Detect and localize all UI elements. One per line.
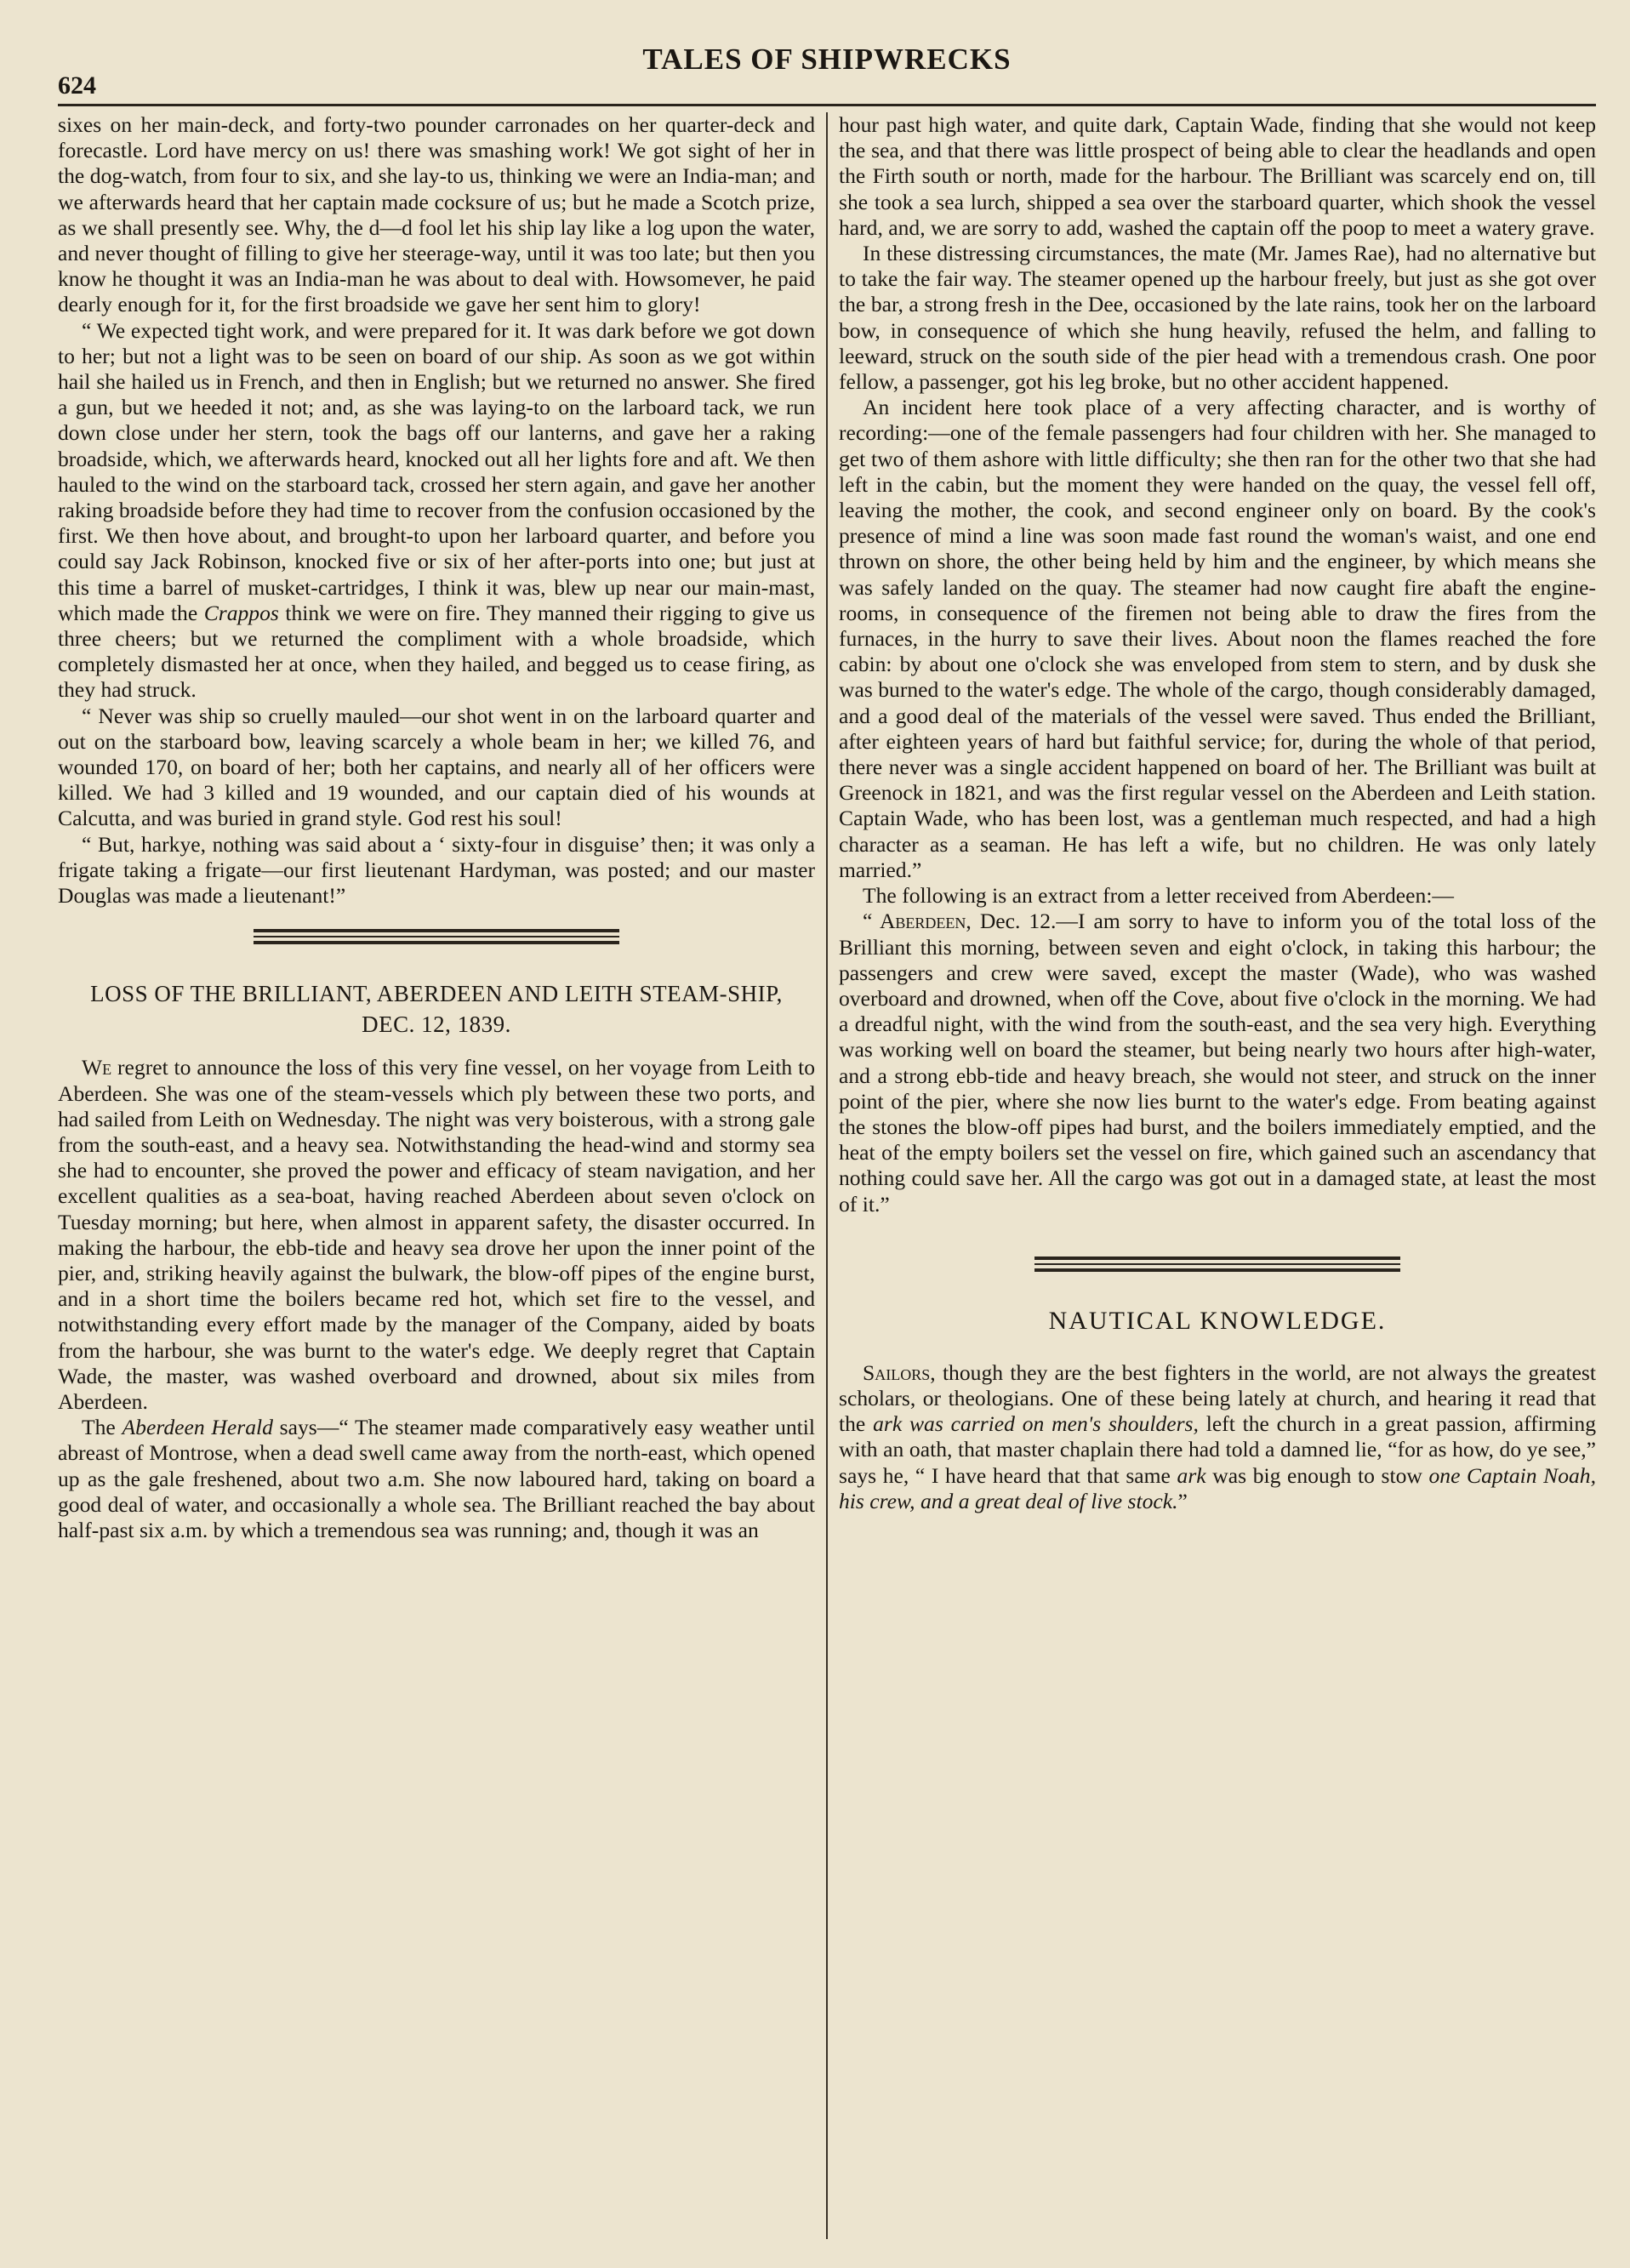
section-divider (254, 929, 619, 944)
paragraph: In these distressing circumstances, the mate (Mr. James Rae), had no alternative but to take the fair way. The steamer opened up the harbour freely, but just as she got over the bar, a strong fresh in the Dee, occasioned by the late rains, took her on the larboard bow, in consequence of which she hung heavily, refused the helm, and falling to leeward, struck on the south side of the pier head with a tremendous crash. One poor fellow, a passenger, got his leg broke, but no other accident happened. (839, 241, 1596, 395)
right-column (839, 112, 1596, 2239)
left-column (58, 112, 815, 2239)
paragraph: sixes on her main-deck, and forty-two pounder carronades on her quarter-deck and forecastle. Lord have mercy on us! there was smashing work! We got sight of her in the dog-watch, from four to six, and she lay-to us, thinking we were an India-man; and we afterwards heard that her captain made cocksure of us; but he made a Scotch prize, as we shall presently see. Why, the d—d fool let his ship lay like a log upon the water, and never thought of filling to give her steerage-way, until it was too late; but then you know he thought it was an India-man he was about to deal with. Howsomever, he paid dearly enough for it, for the first broadside we gave her sent him to glory! (58, 112, 815, 317)
paragraph: “ We expected tight work, and were prepared for it. It was dark before we got down to her; but not a light was to be seen on board of our ship. As soon as we got within hail she hailed us in French, and then in English; but we returned no answer. She fired a gun, but we heeded it not; and, as she was laying-to on the larboard tack, we run down close under her stern, took the bags off our lanterns, and gave her a raking broadside, which, we afterwards heard, knocked out all her lights fore and aft. We then hauled to the wind on the starboard tack, crossed her stern again, and gave her another raking broadside before they had time to recover from the confusion occasioned by the first. We then hove about, and brought-to upon her larboard quarter, and before you could say Jack Robinson, knocked five or six of her after-ports into one; but just at this time a barrel of musket-cartridges, I think it was, blew up near our main-mast, which made the Crappos think we were on fire. They manned their rigging to give us three cheers; but we returned the compliment with a whole broadside, which completely dismasted her at once, when they hailed, and begged us to cease firing, as they had struck. (58, 317, 815, 703)
lead-word: Sailors, (863, 1359, 936, 1385)
lead-word: “ Aberdeen, (863, 909, 972, 934)
italic-text: ark (1177, 1462, 1206, 1488)
columns (58, 112, 1596, 2239)
section-divider (1034, 1257, 1400, 1272)
lead-word: We (82, 1055, 112, 1080)
running-title: TALES OF SHIPWRECKS (642, 43, 1012, 76)
paragraph: hour past high water, and quite dark, Captain Wade, finding that she would not keep the sea, and that there was little prospect of being able to clear the headlands and open the Firth south or north, made for the harbour. The Brilliant was scarcely end on, till she took a sea lurch, shipped a sea over the starboard quarter, which shook the vessel hard, and, we are sorry to add, washed the captain off the poop to meet a watery grave. (839, 112, 1596, 240)
section-title-brilliant: LOSS OF THE BRILLIANT, ABERDEEN AND LEITH STEAM-SHIP, DEC. 12, 1839. (90, 981, 783, 1038)
paragraph: Sailors, though they are the best fighters in the world, are not always the greatest scholars, or theologians. One of these being lately at church, and hearing it read that the ark was carried on men's shoulders, left the church in a great passion, affirming with an oath, that master chaplain there had told a damned lie, “for as how, do ye see,” says he, “ I have heard that that same ark was big enough to stow one Captain Noah, his crew, and a great deal of live stock.” (839, 1359, 1596, 1513)
paragraph: An incident here took place of a very affecting character, and is worthy of recording:—one of the female passengers had four children with her. She managed to get two of them ashore with little difficulty; she then ran for the other two that she had left in the cabin, but the moment they were handed on the quay, the vessel fell off, leaving the mother, the cook, and second engineer only on board. By the cook's presence of mind a line was soon made fast round the woman's waist, and one end thrown on shore, the other being held by him and the engineer, by which means she was safely landed on the quay. The steamer had now caught fire abaft the engine-rooms, in consequence of the firemen not being able to draw the fires from the furnaces, in the hurry to save their lives. About noon the flames reached the fore cabin: by about one o'clock she was enveloped from stem to stern, and by dusk she was burned to the water's edge. The whole of the cargo, though considerably damaged, and a good deal of the materials of the vessel were saved. Thus ended the Brilliant, after eighteen years of hard but faithful service; for, during the whole of that period, there never was a single accident happened on board of her. The Brilliant was built at Greenock in 1821, and was the first regular vessel on the Aberdeen and Leith station. Captain Wade, who has been lost, was a gentleman much respected, and had a high character as a seaman. He has left a wife, but no children. He was only lately married.” (839, 395, 1596, 882)
section-title-nautical: NAUTICAL KNOWLEDGE. (1048, 1306, 1387, 1335)
paragraph: The Aberdeen Herald says—“ The steamer made comparatively easy weather until abreast of Montrose, when a dead swell came away from the north-east, which opened up as the gale freshened, about two a.m. She now laboured hard, taking on board a good deal of water, and occasionally a whole sea. The Brilliant reached the bay about half-past six a.m. by which a tremendous sea was running; and, though it was an (58, 1415, 815, 1542)
paragraph: The following is an extract from a letter received from Aberdeen:— (863, 883, 1455, 909)
paragraph: We regret to announce the loss of this very fine vessel, on her voyage from Leith to Aberdeen. She was one of the steam-vessels which ply between these two ports, and had sailed from Leith on Wednesday. The night was very boisterous, with a strong gale from the south-east, and a heavy sea. Notwithstanding the head-wind and stormy sea she had to encounter, she proved the power and efficacy of steam navigation, and her excellent qualities as a sea-boat, having reached Aberdeen about seven o'clock on Tuesday morning; but here, when almost in apparent safety, the disaster occurred. In making the harbour, the ebb-tide and heavy sea drove her upon the inner point of the pier, and, striking heavily against the bulwark, the blow-off pipes of the engine burst, and in a short time the boilers became red hot, which set fire to the vessel, and notwithstanding every effort made by the manager of the Company, aided by boats from the harbour, she was burnt to the water's edge. We deeply regret that Captain Wade, the master, was washed overboard and drowned, about six miles from Aberdeen. (58, 1055, 815, 1414)
running-head (58, 39, 1596, 106)
italic-text: Aberdeen Herald (122, 1415, 273, 1440)
paragraph: “ But, harkye, nothing was said about a ‘ sixty-four in disguise’ then; it was only a frigate taking a frigate—our first lieutenant Hardyman, was posted; and our master Douglas was made a lieutenant!” (58, 831, 815, 909)
page-number: 624 (58, 71, 96, 100)
italic-text: Crappos (203, 600, 279, 625)
paragraph: “ Never was ship so cruelly mauled—our shot went in on the larboard quarter and out on the starboard bow, leaving scarcely a whole beam in her; we killed 76, and wounded 170, on board of her; both her captains, and nearly all of her officers were killed. We had 3 killed and 19 wounded, and our captain died of his wounds at Calcutta, and was buried in grand style. God rest his soul! (58, 703, 815, 831)
paragraph: “ Aberdeen, Dec. 12.—I am sorry to have to inform you of the total loss of the Brilliant this morning, between seven and eight o'clock, in taking this harbour; the passengers and crew were saved, except the master (Wade), who was washed overboard and drowned, when off the Cove, about five o'clock in the morning. We had a dreadful night, with the wind from the south-east, and the sea very high. Everything was working well on board the steamer, but being nearly two hours after high-water, and a strong ebb-tide and heavy breach, she would not steer, and struck on the inner point of the pier, where she now lies burnt to the water's edge. From beating against the stones the blow-off pipes had burst, and the boilers immediately emptied, and the heat of the empty boilers set the vessel on fire, which gained such an ascendancy that nothing could save her. All the cargo was got out in a damaged state, at least the most of it.” (839, 909, 1596, 1217)
italic-text: ark was carried on men's shoulders, (873, 1411, 1199, 1437)
column-rule (826, 112, 828, 2239)
italic-text: one Captain Noah, his crew, and a great deal of live stock. (839, 1462, 1596, 1513)
